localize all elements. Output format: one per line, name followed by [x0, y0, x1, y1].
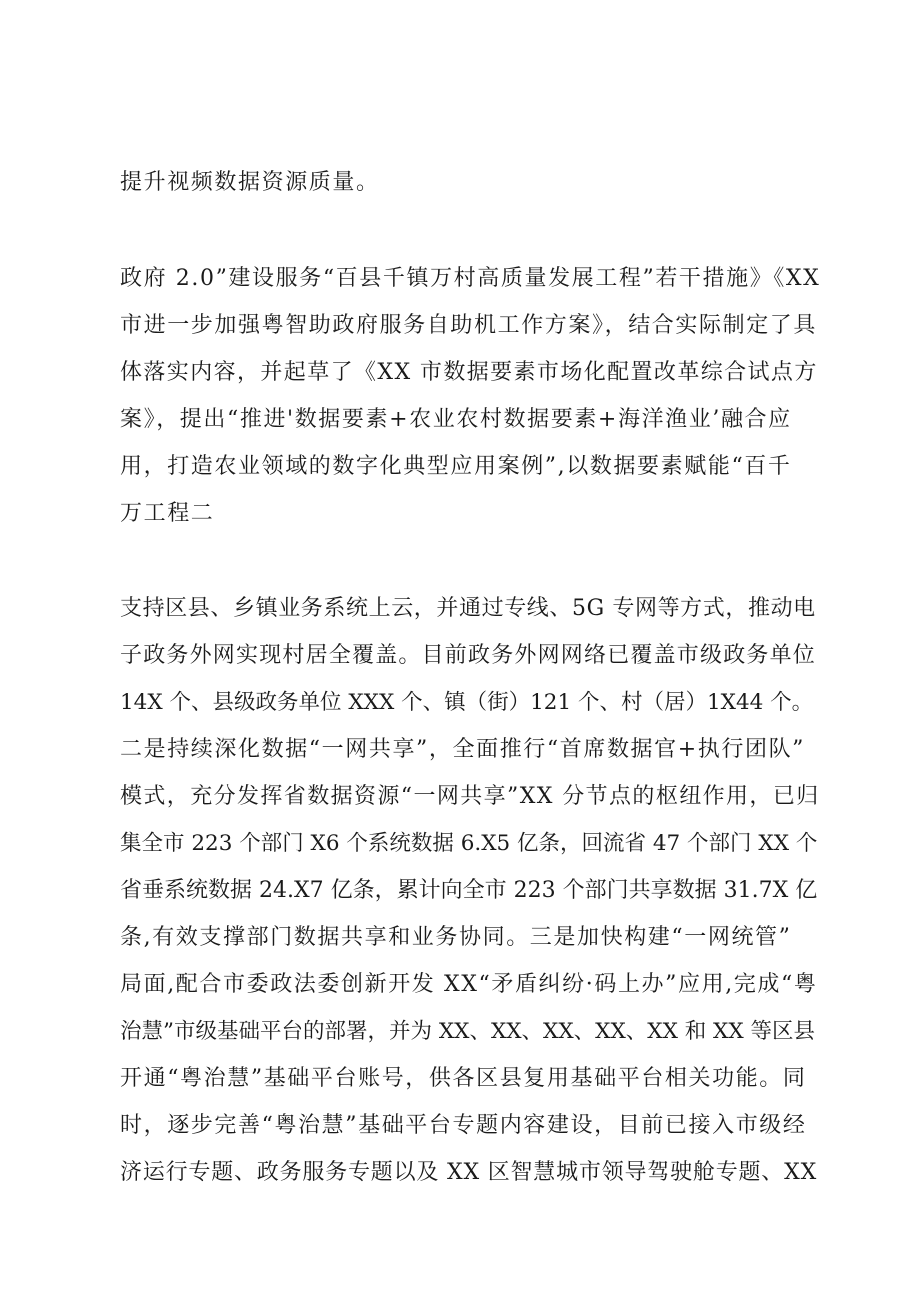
body-text-line: 提升视频数据资源质量。: [120, 170, 380, 195]
body-text-line: 支持区县、乡镇业务系统上云，并通过专线、5G 专网等方式，推动电: [120, 596, 816, 621]
body-text-line: 模式，充分发挥省数据资源“一网共享”XX 分节点的枢纽作用，已归: [120, 784, 820, 809]
body-text-line: 14X 个、县级政务单位 XXX 个、镇（街）121 个、村（居）1X44 个。: [120, 690, 814, 715]
body-text-line: 用，打造农业领域的数字化典型应用案例”,以数据要素赋能“百千: [120, 454, 792, 479]
body-text-line: 省垂系统数据 24.X7 亿条，累计向全市 223 个部门共享数据 31.7X 亿: [120, 878, 818, 903]
body-text-line: 政府 2.0”建设服务“百县千镇万村高质量发展工程”若干措施》《XX: [120, 266, 821, 291]
body-text-line: 万工程二: [120, 501, 215, 526]
body-text-line: 局面,配合市委政法委创新开发 XX“矛盾纠纷·码上办”应用,完成“粤: [120, 972, 818, 997]
body-text-line: 济运行专题、政务服务专题以及 XX 区智慧城市领导驾驶舱专题、XX: [120, 1160, 818, 1185]
body-text-line: 条,有效支撑部门数据共享和业务协同。三是加快构建“一网统管”: [120, 925, 792, 950]
body-text-line: 体落实内容，并起草了《XX 市数据要素市场化配置改革综合试点方: [120, 360, 818, 385]
body-text-line: 案》，提出“推进'数据要素+农业农村数据要素+海洋渔业’融合应: [120, 407, 792, 432]
section-4-first-line: [164, 216, 864, 246]
body-text-line: 市进一步加强粤智助政府服务自助机工作方案》，结合实际制定了具: [120, 313, 818, 338]
body-text-line: 子政务外网实现村居全覆盖。目前政务外网网络已覆盖市级政务单位: [120, 643, 817, 668]
body-text-line: 集全市 223 个部门 X6 个系统数据 6.X5 亿条，回流省 47 个部门 XX 个: [120, 831, 818, 856]
body-text-line: 二是持续深化数据“一网共享”，全面推行“首席数据官+执行团队”: [120, 737, 806, 762]
body-text-line: 时，逐步完善“粤治慧”基础平台专题内容建设，目前已接入市级经: [120, 1113, 807, 1138]
body-text-line: 治慧”市级基础平台的部署，并为 XX、XX、XX、XX、XX 和 XX 等区县: [120, 1019, 816, 1044]
body-text-line: 开通“粤治慧”基础平台账号，供各区县复用基础平台相关功能。同: [120, 1066, 807, 1091]
section-5-first-line: [164, 547, 864, 577]
